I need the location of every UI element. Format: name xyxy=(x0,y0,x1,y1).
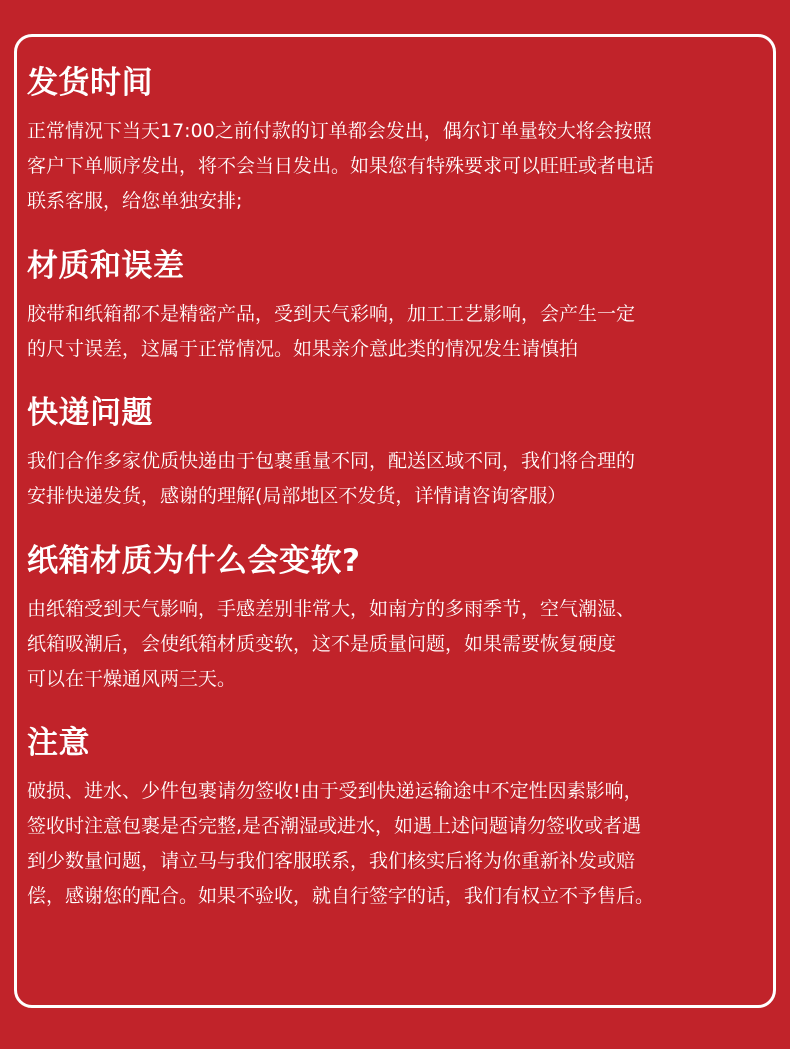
section-heading: 发货时间 xyxy=(27,65,153,101)
body-line: 偿，感谢您的配合。如果不验收，就自行签字的话，我们有权立不予售后。 xyxy=(27,885,655,907)
body-line: 安排快递发货，感谢的理解(局部地区不发货，详情请咨询客服） xyxy=(27,485,567,507)
section-attention xyxy=(27,720,654,914)
section-body xyxy=(27,114,654,219)
body-line: 客户下单顺序发出，将不会当日发出。如果您有特殊要求可以旺旺或者电话 xyxy=(27,155,655,177)
body-line: 联系客服，给您单独安排; xyxy=(27,190,243,212)
body-line: 纸箱吸潮后，会使纸箱材质变软，这不是质量问题，如果需要恢复硬度 xyxy=(27,633,617,655)
section-shipping-time xyxy=(27,60,654,219)
section-courier xyxy=(27,390,635,514)
body-line: 可以在干燥通风两三天。 xyxy=(27,668,237,690)
body-line: 胶带和纸箱都不是精密产品，受到天气彩响，加工工艺影响，会产生一定 xyxy=(27,303,636,325)
body-line: 由纸箱受到天气影响，手感差别非常大，如南方的多雨季节，空气潮湿、 xyxy=(27,598,636,620)
section-heading: 纸箱材质为什么会变软? xyxy=(27,543,361,579)
section-body xyxy=(27,444,635,514)
section-heading: 注意 xyxy=(27,725,90,761)
section-heading: 快递问题 xyxy=(27,395,153,431)
section-body xyxy=(27,774,654,914)
body-line: 正常情况下当天17:00之前付款的订单都会发出，偶尔订单量较大将会按照 xyxy=(27,120,652,142)
body-line: 到少数量问题，请立马与我们客服联系，我们核实后将为你重新补发或赔 xyxy=(27,850,636,872)
body-line: 破损、进水、少件包裹请勿签收!由于受到快递运输途中不定性因素影响， xyxy=(27,780,643,802)
body-line: 我们合作多家优质快递由于包裹重量不同，配送区域不同，我们将合理的 xyxy=(27,450,636,472)
section-carton-softening xyxy=(27,538,635,697)
section-material-tolerance xyxy=(27,243,635,367)
body-line: 的尺寸误差，这属于正常情况。如果亲介意此类的情况发生请慎拍 xyxy=(27,338,579,360)
section-heading: 材质和误差 xyxy=(27,248,185,284)
body-line: 签收时注意包裹是否完整,是否潮湿或进水，如遇上述问题请勿签收或者遇 xyxy=(27,815,642,837)
section-body xyxy=(27,592,635,697)
section-body xyxy=(27,297,635,367)
